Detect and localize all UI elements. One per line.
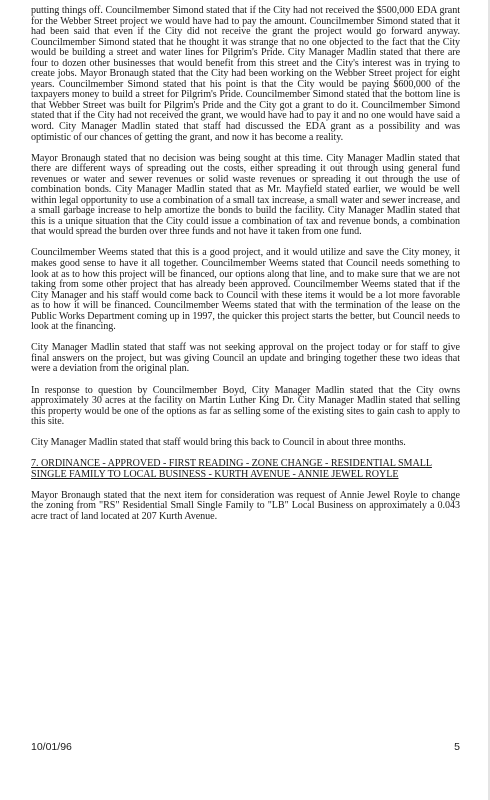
footer-date: 10/01/96	[31, 741, 72, 753]
paragraph-1: putting things off. Councilmember Simond stated that if the City had not received the $500,000 EDA grant for the Webber Street project we would have had to pay the amount. Councilmember Simond stated that it had been said that even if the City did not receive the grant the project would go forward anyway. Councilmember Simond stated that he thought it was strange that no one objected to the fact that the City would be building a street and water lines for Pilgrim's Pride. City Manager Madlin stated that there are four to dozen other businesses that would benefit from this street and the City's interest was in trying to create jobs. Mayor Bronaugh stated that the City had been working on the Webber Street project for eight years. Councilmember Simond stated that his point is that the City would be paying $600,000 of the taxpayers money to build a street for Pilgrim's Pride. Councilmember Simond stated that the bottom line is that Webber Street was built for Pilgrim's Pride and the City got a grant to do it. Councilmember Simond stated that if the City had not received the grant, we would have had to pay it and no one would have said a word. City Manager Madlin stated that staff had discussed the EDA grant as a possibility and was optimistic of our chances of getting the grant, and now it has become a reality.	[31, 5, 460, 143]
agenda-item-heading: 7. ORDINANCE - APPROVED - FIRST READING - ZONE CHANGE - RESIDENTIAL SMALL SINGLE FAMILY TO LOCAL BUSINESS - KURTH AVENUE - ANNIE JEWEL ROYLE	[31, 458, 432, 480]
paragraph-4: City Manager Madlin stated that staff was not seeking approval on the project today or for staff to give final answers on the project, but was giving Council an update and bringing together these two ideas that were a deviation from the original plan.	[31, 342, 460, 375]
paragraph-7: Mayor Bronaugh stated that the next item for consideration was request of Annie Jewel Royle to change the zoning from "RS" Residential Small Single Family to "LB" Local Business on approximately a 0.043 acre tract of land located at 207 Kurth Avenue.	[31, 489, 460, 523]
paragraph-5: In response to question by Councilmember Boyd, City Manager Madlin stated that the City owns approximately 30 acres at the facility on Martin Luther King Dr. City Manager Madlin stated that selling this property would be one of the options as far as selling some of the existing sites to gain cash to apply to this site.	[31, 384, 460, 428]
paragraph-3: Councilmember Weems stated that this is a good project, and it would utilize and save the City money, it makes good sense to have it all together. Councilmember Weems stated that Council needs something to look at as to how this project will be financed, our options along that line, and to make sure that we are not taking from some other project that has already been approved. Councilmember Weems stated that if the City Manager and his staff would come back to Council with these items it would be a lot more favorable as to how it will be financed. Councilmember Weems stated that with the termination of the lease on the Public Works Department coming up in 1997, the quicker this project starts the better, but Council needs to look at the financing.	[31, 247, 460, 333]
footer-page-number: 5	[454, 741, 460, 753]
paragraph-6: City Manager Madlin stated that staff would bring this back to Council in about three months.	[31, 437, 406, 449]
paragraph-2: Mayor Bronaugh stated that no decision was being sought at this time. City Manager Madlin stated that there are different ways of spreading out the costs, either spreading it out through using general fund revenues or water and sewer revenues or solid waste revenues or spreading it out through the use of combination bonds. City Manager Madlin stated that as Mr. Mayfield stated earlier, we would be well within legal opportunity to use a combination of a small tax increase, a small water and sewer increase, and a small garbage increase to help amortize the bonds to build the facility. City Manager Madlin stated that this is a unique situation that the City could issue a combination of tax and revenue bonds, a combination that would spread the burden over three funds and not have it taken from one fund.	[31, 152, 460, 238]
